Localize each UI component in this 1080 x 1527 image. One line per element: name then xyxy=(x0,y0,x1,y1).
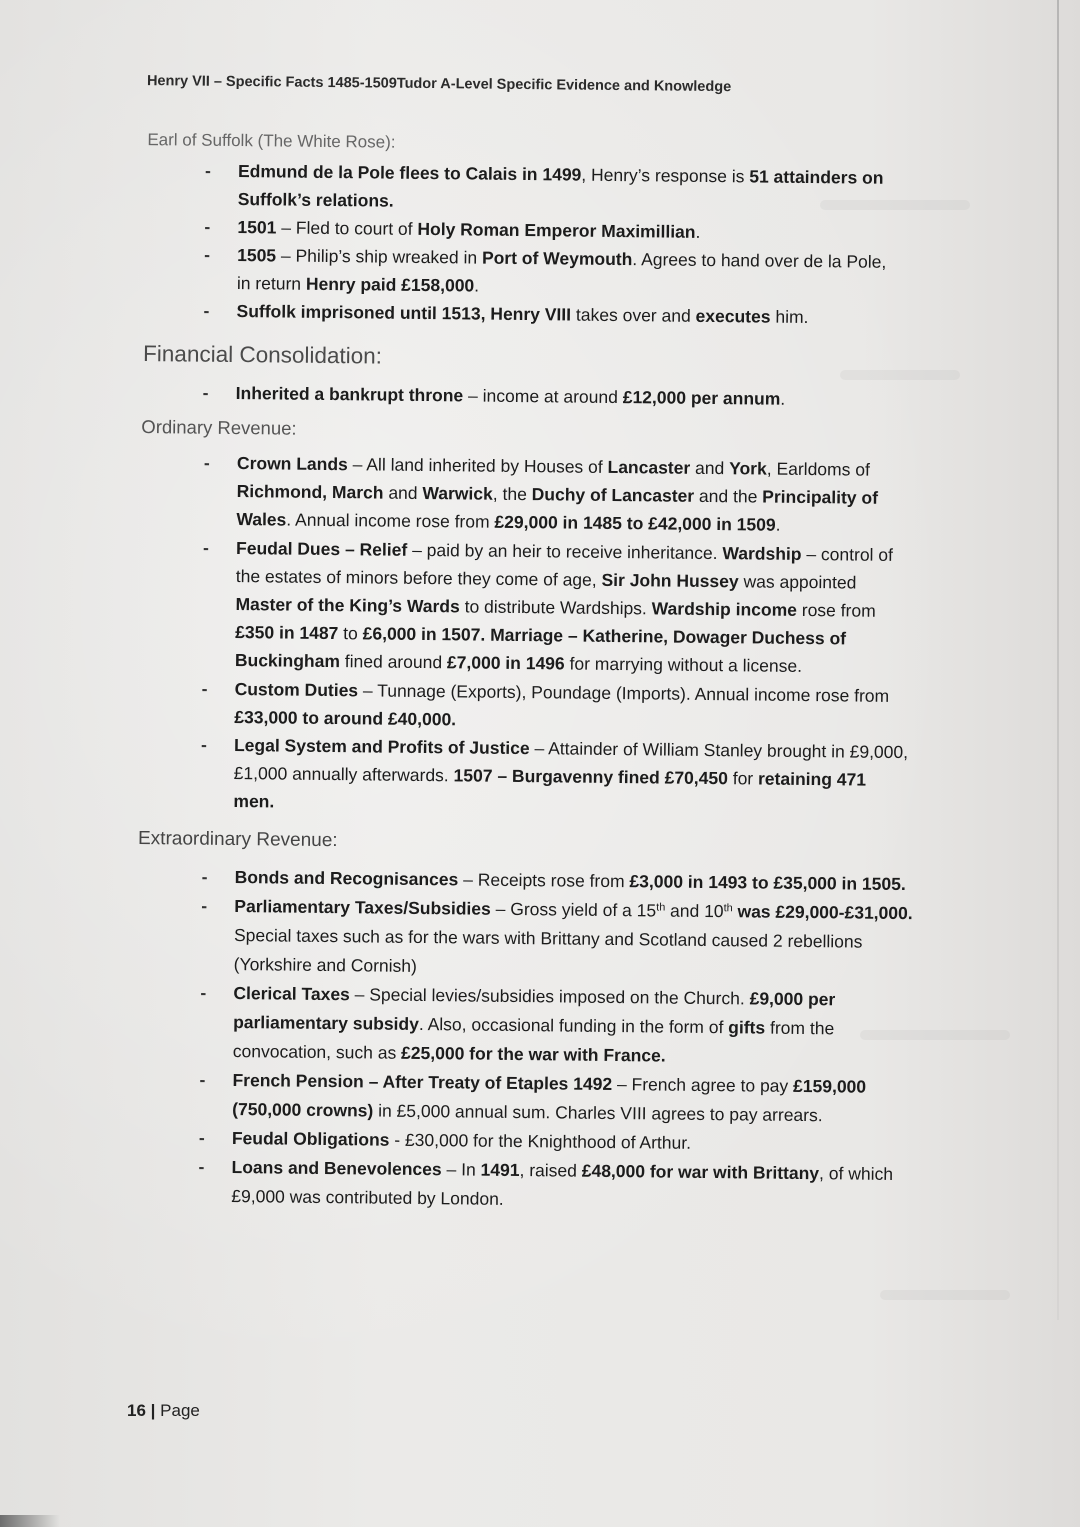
bullet-item xyxy=(235,534,911,682)
bold-text: Bonds and Recognisances xyxy=(234,867,459,890)
bold-text: £3,000 in 1493 to £35,000 in 1505. xyxy=(629,871,906,895)
text-run: and xyxy=(383,482,423,504)
bold-text: Master of the King’s Wards xyxy=(235,594,460,617)
text-run: – In xyxy=(441,1159,481,1180)
bold-text: 1507 – Burgavenny fined £70,450 xyxy=(453,765,729,789)
bold-text: £33,000 to around £40,000. xyxy=(234,706,457,730)
text-run: for xyxy=(727,768,759,789)
bold-text: Inherited a bankrupt throne xyxy=(235,383,464,406)
text-run: to distribute Wardships. xyxy=(459,596,652,619)
text-run: – French agree to pay xyxy=(612,1073,794,1096)
text-run: - £30,000 for the Knighthood of Arthur. xyxy=(389,1129,692,1153)
bold-text: Port of Weymouth xyxy=(481,247,633,270)
bold-text: Wales xyxy=(236,509,287,530)
bold-text: Henry paid £158,000 xyxy=(305,273,475,296)
text-run: – Gross yield of a 15 xyxy=(490,898,657,921)
bold-text: £6,000 in 1507. Marriage – Katherine, Dowager Duchess of xyxy=(362,623,847,649)
bold-text: £29,000 in 1485 to £42,000 in 1509 xyxy=(494,512,776,536)
text-run: takes over and xyxy=(570,304,696,326)
text-run: . xyxy=(775,515,781,536)
ordinary-revenue-bullet-list xyxy=(233,449,911,823)
text-run: – Tunnage (Exports), Poundage (Imports). Annual income rose from xyxy=(358,679,890,706)
text-run: – control of xyxy=(801,543,894,565)
text-run: , the xyxy=(492,483,532,505)
bold-text: French Pension – After Treaty of Etaples 1492 xyxy=(232,1070,613,1094)
text-run: in £5,000 annual sum. Charles VIII agrees to pay arrears. xyxy=(373,1100,823,1126)
bold-text: Crown Lands xyxy=(236,453,348,475)
text-run: . Agrees to hand over de la Pole, xyxy=(632,249,887,272)
text-run: , of which xyxy=(818,1163,894,1184)
text-run: convocation, such as xyxy=(232,1041,402,1063)
superscript-text: th xyxy=(723,902,733,915)
text-run: from the xyxy=(765,1017,835,1039)
section-heading-financial-consolidation: Financial Consolidation: xyxy=(143,341,383,369)
bold-text: was £29,000-£31,000. xyxy=(732,901,913,924)
bold-text: £159,000 xyxy=(792,1075,867,1097)
text-run: was appointed xyxy=(738,571,857,593)
bullet-item xyxy=(234,892,913,986)
text-run: – Receipts rose from xyxy=(458,869,630,892)
bold-text: Custom Duties xyxy=(234,678,359,700)
section-heading-extraordinary-revenue: Extraordinary Revenue: xyxy=(137,828,338,852)
bold-text: 1501 xyxy=(237,217,277,238)
text-run: and the xyxy=(694,486,763,507)
bold-text: retaining 471 xyxy=(757,768,867,790)
text-run: the estates of minors before they come of age, xyxy=(235,565,602,590)
text-run: (Yorkshire and Cornish) xyxy=(233,954,418,976)
bold-text: Richmond, March xyxy=(236,481,384,503)
text-run: fined around xyxy=(339,651,448,673)
text-run: to xyxy=(338,623,363,644)
bold-text: Buckingham xyxy=(234,650,341,672)
bold-text: Sir John Hussey xyxy=(601,569,739,592)
text-run: rose from xyxy=(796,599,876,621)
bold-text: gifts xyxy=(728,1017,766,1038)
bold-text: parliamentary subsidy xyxy=(233,1012,420,1034)
bold-text: Clerical Taxes xyxy=(233,983,350,1005)
bullet-item xyxy=(238,157,888,220)
running-header: Henry VII – Specific Facts 1485-1509Tudor A-Level Specific Evidence and Knowledge xyxy=(146,73,732,96)
text-run: . Annual income rose from xyxy=(286,509,495,533)
bold-text: Suffolk imprisoned until 1513, Henry VIII xyxy=(236,301,572,325)
section-heading-earl-of-suffolk: Earl of Suffolk (The White Rose): xyxy=(147,130,396,152)
bullet-item xyxy=(233,731,908,823)
bold-text: Holy Roman Emperor Maximillian xyxy=(417,218,696,242)
bold-text: Warwick xyxy=(422,483,493,504)
footer-separator: | xyxy=(150,1401,156,1420)
bullet-item xyxy=(232,1066,911,1131)
text-run: and xyxy=(690,457,730,479)
bold-text: 51 attainders on xyxy=(749,166,884,188)
text-run: . Also, occasional funding in the form of xyxy=(418,1013,729,1038)
bold-text: Edmund de la Pole flees to Calais in 1499 xyxy=(237,161,582,185)
bullet-item xyxy=(233,979,912,1073)
extraordinary-revenue-bullet-list xyxy=(231,863,913,1218)
bold-text: York xyxy=(729,458,767,479)
bold-text: executes xyxy=(695,305,771,327)
text-run: . xyxy=(695,221,701,242)
text-run: . xyxy=(780,388,786,409)
text-run: . xyxy=(474,275,480,296)
bullet-item xyxy=(236,297,885,332)
suffolk-bullet-list xyxy=(236,157,887,332)
bold-text: £12,000 per annum xyxy=(622,387,781,409)
bold-text: Lancaster xyxy=(607,456,691,478)
section-heading-ordinary-revenue: Ordinary Revenue: xyxy=(141,416,297,439)
text-run: and 10 xyxy=(665,900,724,922)
bullet-line xyxy=(236,297,885,332)
bold-text: Feudal Obligations xyxy=(231,1128,390,1150)
bullet-item xyxy=(237,241,887,304)
bold-text: £350 in 1487 xyxy=(235,622,339,644)
bold-text: Principality of xyxy=(762,486,879,508)
bold-text: 1505 xyxy=(237,245,277,266)
text-run: him. xyxy=(770,306,809,328)
text-run: £9,000 was contributed by London. xyxy=(231,1186,504,1209)
bullet-item xyxy=(234,675,909,738)
page-label: Page xyxy=(160,1401,200,1420)
bullet-line xyxy=(236,379,786,413)
text-run: – Philip’s ship wreaked in xyxy=(276,245,483,268)
text-run: – All land inherited by Houses of xyxy=(347,454,608,477)
text-run: for marrying without a license. xyxy=(564,653,803,677)
financial-bullet-list xyxy=(236,379,786,413)
superscript-text: th xyxy=(656,901,666,914)
text-run: , raised xyxy=(519,1160,582,1181)
bullet-item xyxy=(236,379,786,413)
bold-text: £25,000 for the war with France. xyxy=(401,1042,666,1066)
bold-text: Wardship xyxy=(722,542,802,564)
text-run: , Henry’s response is xyxy=(581,164,750,187)
text-run: – Special levies/subsidies imposed on the Church. xyxy=(349,984,750,1009)
text-run: – income at around xyxy=(463,385,623,408)
bold-text: Loans and Benevolences xyxy=(231,1157,442,1180)
text-run: £1,000 annually afterwards. xyxy=(233,763,454,786)
bullet-item xyxy=(231,1153,910,1218)
text-run: – paid by an heir to receive inheritance. xyxy=(407,539,723,563)
bold-text: Duchy of Lancaster xyxy=(531,484,695,507)
text-run: Special taxes such as for the wars with Brittany and Scotland caused 2 rebellions xyxy=(233,925,863,952)
text-run: – Fled to court of xyxy=(276,217,418,239)
text-run: – Attainder of William Stanley brought in £9,000, xyxy=(529,738,909,763)
bold-text: £7,000 in 1496 xyxy=(446,652,565,674)
bold-text: Parliamentary Taxes/Subsidies xyxy=(234,896,491,919)
page-number: 16 xyxy=(127,1401,146,1420)
bold-text: Wardship income xyxy=(651,598,798,620)
bold-text: men. xyxy=(233,791,275,812)
page-footer xyxy=(127,1401,200,1421)
bold-text: Feudal Dues – Relief xyxy=(236,537,408,560)
bold-text: £48,000 for war with Brittany xyxy=(581,1160,820,1184)
bold-text: (750,000 crowns) xyxy=(232,1099,374,1121)
bold-text: Suffolk’s relations. xyxy=(237,189,394,211)
text-run: , Earldoms of xyxy=(766,458,871,480)
bullet-item xyxy=(236,449,911,541)
bold-text: Legal System and Profits of Justice xyxy=(233,735,530,759)
text-run: in return xyxy=(236,273,307,294)
bold-text: £9,000 per xyxy=(749,988,836,1010)
bold-text: 1491 xyxy=(480,1159,520,1181)
